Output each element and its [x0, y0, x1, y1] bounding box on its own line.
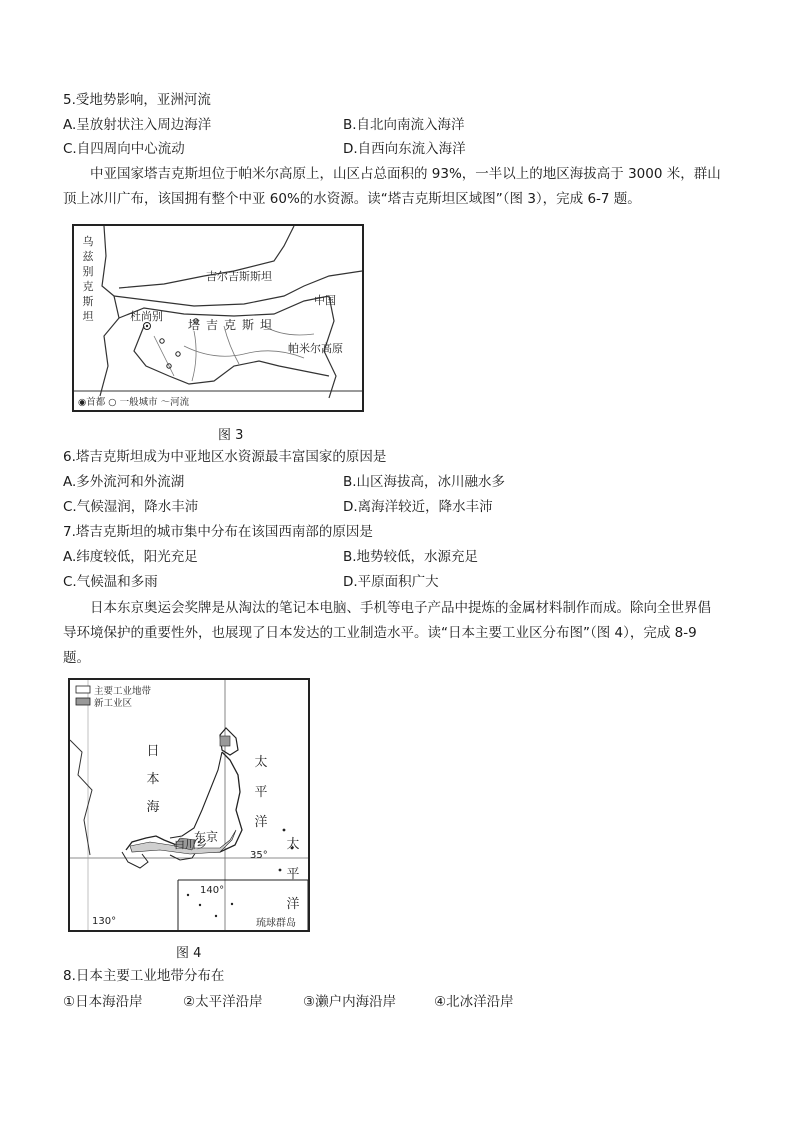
label-uzbekistan: 乌兹别克斯坦 — [82, 235, 94, 323]
q5-option-d[interactable]: D.自西向东流入海洋 — [343, 141, 466, 157]
label-pacific: 太平洋 — [254, 755, 268, 830]
label-ryukyu: 琉球群岛 — [256, 918, 296, 929]
q5-option-b[interactable]: B.自北向南流入海洋 — [343, 117, 465, 133]
q8-option-1[interactable]: ①日本海沿岸 — [63, 994, 143, 1010]
passage2-line3: 题。 — [63, 650, 90, 666]
legend-new-industrial-zone: 新工业区 — [94, 698, 133, 709]
q7-option-d[interactable]: D.平原面积广大 — [343, 574, 439, 590]
q7-stem: 7.塔吉克斯坦的城市集中分布在该国西南部的原因是 — [63, 524, 373, 540]
label-sea-of-japan: 日本海 — [146, 744, 160, 815]
label-kyrgyzstan: 吉尔吉斯斯坦 — [206, 270, 272, 283]
figure-4-map — [68, 678, 310, 932]
q8-option-4[interactable]: ④北冰洋沿岸 — [434, 994, 514, 1010]
q5-option-c[interactable]: C.自四周向中心流动 — [63, 141, 185, 157]
legend-main-industrial-belt: 主要工业地带 — [94, 686, 152, 697]
q6-option-c[interactable]: C.气候湿润，降水丰沛 — [63, 499, 199, 515]
q5-stem: 5.受地势影响，亚洲河流 — [63, 92, 211, 108]
label-lon-130: 130° — [92, 916, 117, 927]
q7-option-c[interactable]: C.气候温和多雨 — [63, 574, 158, 590]
label-tokyo: 东京 — [194, 830, 219, 844]
q8-option-2[interactable]: ②太平洋沿岸 — [183, 994, 263, 1010]
passage2-line2: 导环境保护的重要性外，也展现了日本发达的工业制造水平。读“日本主要工业区分布图”（图 4），完成 8-9 — [63, 625, 697, 641]
label-shirakawa: 白川乡 — [174, 838, 207, 851]
figure-4-caption: 图 4 — [176, 946, 202, 961]
q6-option-d[interactable]: D.离海洋较近，降水丰沛 — [343, 499, 493, 515]
q6-option-a[interactable]: A.多外流河和外流湖 — [63, 474, 185, 490]
q8-stem: 8.日本主要工业地带分布在 — [63, 968, 225, 984]
q7-option-a[interactable]: A.纬度较低，阳光充足 — [63, 549, 198, 565]
label-china: 中国 — [314, 294, 336, 307]
q5-option-a[interactable]: A.呈放射状注入周边海洋 — [63, 117, 212, 133]
q6-option-b[interactable]: B.山区海拔高，冰川融水多 — [343, 474, 506, 490]
label-lat-35: 35° — [250, 850, 268, 861]
q6-stem: 6.塔吉克斯坦成为中亚地区水资源最丰富国家的原因是 — [63, 449, 387, 465]
label-dushanbe: 杜尚别 — [130, 310, 163, 323]
label-pacific-2: 太平洋 — [286, 837, 300, 912]
figure-3-caption: 图 3 — [218, 428, 244, 443]
passage2-line1: 日本东京奥运会奖牌是从淘汰的笔记本电脑、手机等电子产品中提炼的金属材料制作而成。除向全世界倡 — [90, 600, 711, 616]
q7-option-b[interactable]: B.地势较低，水源充足 — [343, 549, 479, 565]
passage1-line1: 中亚国家塔吉克斯坦位于帕米尔高原上，山区占总面积的 93%，一半以上的地区海拔高于 3000 米，群山 — [90, 166, 721, 182]
label-lon-140: 140° — [200, 885, 225, 896]
q8-option-3[interactable]: ③濑户内海沿岸 — [303, 994, 397, 1010]
passage1-line2: 顶上冰川广布，该国拥有整个中亚 60%的水资源。读“塔吉克斯坦区域图”（图 3），完成 6-7 题。 — [63, 191, 641, 207]
figure-3-map — [72, 224, 364, 412]
figure-3-legend: ◉首都 ○ 一般城市 ～河流 — [78, 397, 190, 408]
label-pamir: 帕米尔高原 — [288, 342, 343, 355]
label-tajikistan: 塔吉克斯坦 — [188, 318, 279, 332]
